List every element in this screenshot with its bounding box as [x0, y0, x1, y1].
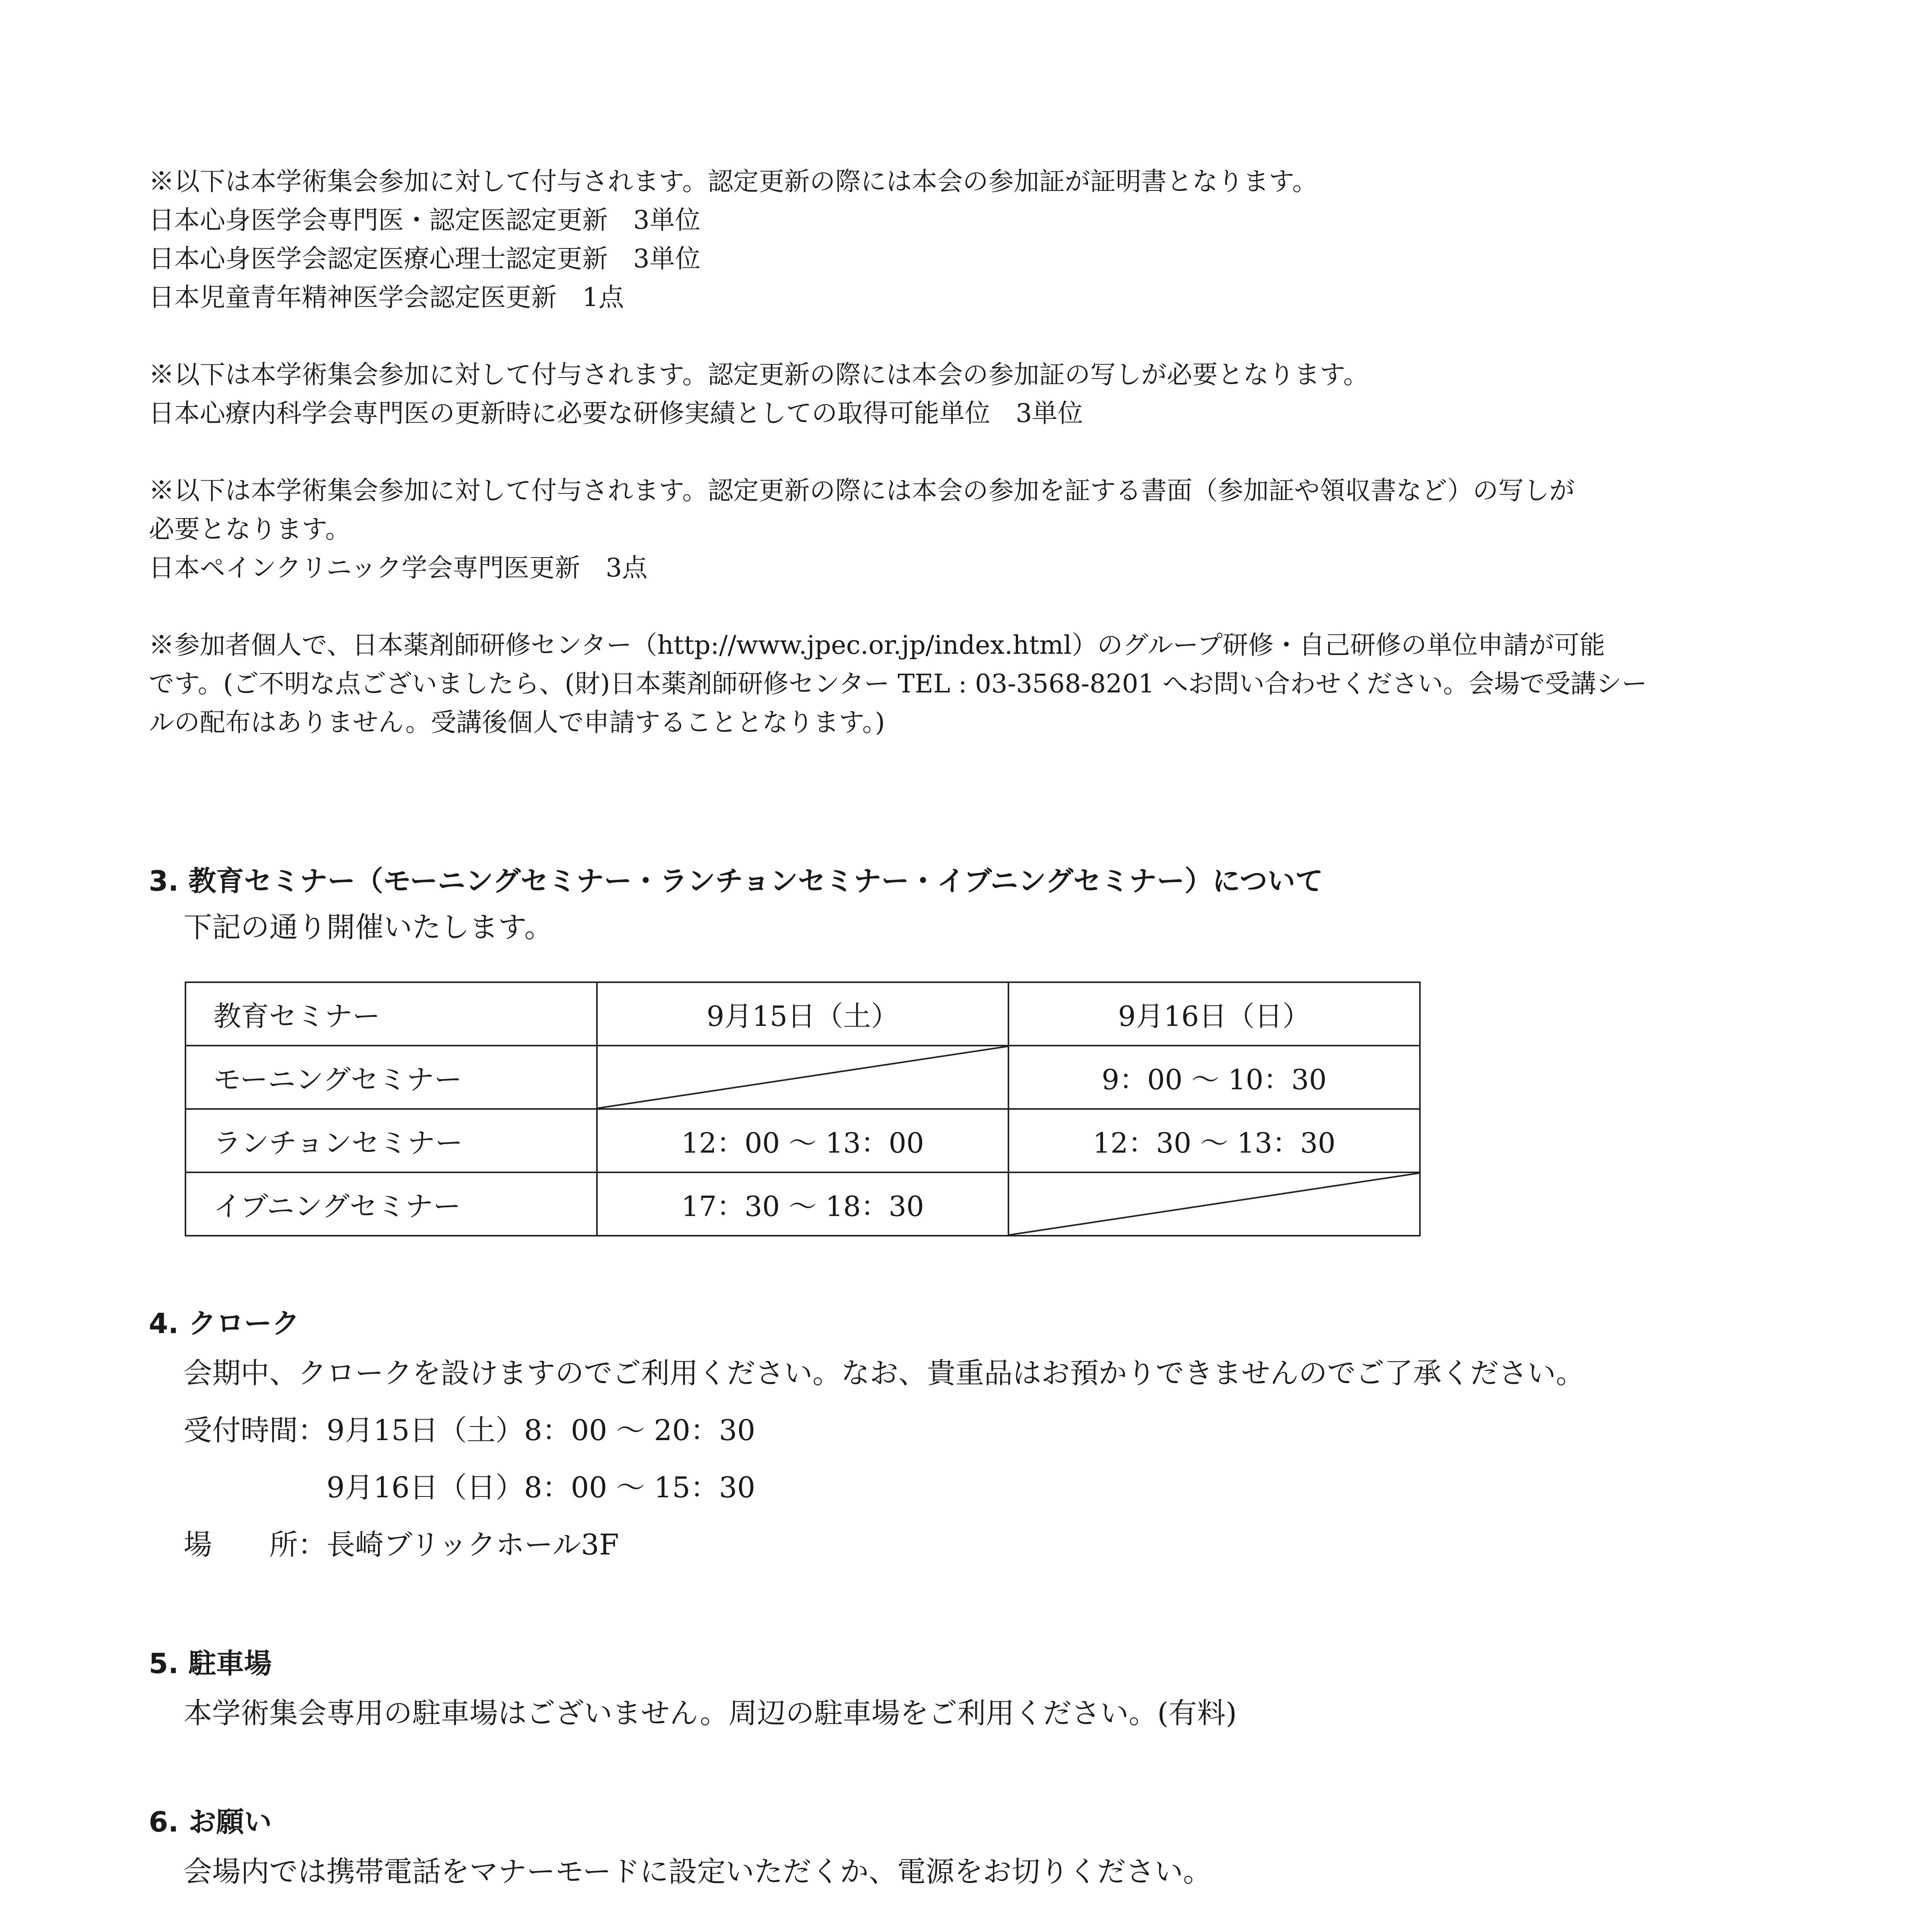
note-4-line-1: ※参加者個人で、日本薬剤師研修センター（http://www.jpec.or.jp/index.html）のグループ研修・自己研修の単位申請が可能 — [149, 630, 1605, 660]
request-heading: 6. お願い — [149, 1806, 272, 1838]
empty-slashed-cell — [1008, 1172, 1420, 1236]
note-3-line-3: 日本ペインクリニック学会専門医更新 3点 — [149, 553, 648, 583]
table-header-row — [185, 982, 1420, 1046]
table-cell: 12：30 ～ 13：30 — [1008, 1109, 1420, 1172]
empty-slashed-cell — [597, 1046, 1008, 1109]
seminar-schedule-table — [185, 981, 1421, 1236]
cloak-place: 場 所：長崎ブリックホール3F — [184, 1528, 619, 1561]
note-1-line-3: 日本心身医学会認定医療心理士認定更新 3単位 — [149, 244, 700, 274]
request-section — [149, 1801, 1733, 1900]
note-2-line-2: 日本心療内科学会専門医の更新時に必要な研修実績としての取得可能単位 3単位 — [149, 398, 1083, 428]
parking-heading: 5. 駐車場 — [149, 1647, 272, 1680]
table-header-cell: 9月16日（日） — [1008, 982, 1420, 1046]
table-cell: ランチョンセミナー — [185, 1109, 597, 1172]
table-cell: イブニングセミナー — [185, 1172, 597, 1236]
table-header-cell: 教育セミナー — [185, 982, 597, 1046]
cloak-section — [149, 1302, 1733, 1573]
table-cell: 12：00 ～ 13：00 — [597, 1109, 1008, 1172]
note-4-line-3: ルの配布はありません。受講後個人で申請することとなります。) — [149, 707, 885, 737]
table-cell: モーニングセミナー — [185, 1046, 597, 1109]
credit-notes — [149, 162, 1733, 742]
cloak-hours-1: 受付時間：9月15日（土）8：00 ～ 20：30 — [184, 1414, 755, 1447]
note-4-line-2: です。(ご不明な点ございましたら、(財)日本薬剤師研修センター TEL : 03-3568-8201 へお問い合わせください。会場で受講シー — [149, 669, 1647, 699]
note-1-line-1: ※以下は本学術集会参加に対して付与されます。認定更新の際には本会の参加証が証明書となります。 — [149, 167, 1318, 196]
cloak-hours-2: 9月16日（日）8：00 ～ 15：30 — [326, 1471, 755, 1504]
table-header-cell: 9月15日（土） — [597, 982, 1008, 1046]
request-text: 会場内では携帯電話をマナーモードに設定いただくか、電源をお切りください。 — [184, 1855, 1212, 1888]
table-row — [185, 1046, 1420, 1109]
table-cell: 17：30 ～ 18：30 — [597, 1172, 1008, 1236]
table-row — [185, 1109, 1420, 1172]
seminar-section — [149, 860, 1733, 952]
seminar-heading: 3. 教育セミナー（モーニングセミナー・ランチョンセミナー・イブニングセミナー）について — [149, 865, 1323, 897]
parking-section — [149, 1642, 1733, 1742]
note-3-line-2: 必要となります。 — [149, 514, 351, 544]
table-row — [185, 1172, 1420, 1236]
seminar-intro: 下記の通り開催いたします。 — [184, 911, 553, 944]
note-1-line-2: 日本心身医学会専門医・認定医認定更新 3単位 — [149, 205, 700, 235]
parking-text: 本学術集会専用の駐車場はございません。周辺の駐車場をご利用ください。(有料) — [184, 1697, 1237, 1730]
cloak-heading: 4. クローク — [149, 1307, 300, 1340]
note-3-line-1: ※以下は本学術集会参加に対して付与されます。認定更新の際には本会の参加を証する書面（参加証や領収書など）の写しが — [149, 476, 1575, 505]
note-2-line-1: ※以下は本学術集会参加に対して付与されます。認定更新の際には本会の参加証の写しが必要となります。 — [149, 360, 1369, 389]
table-cell: 9：00 ～ 10：30 — [1008, 1046, 1420, 1109]
note-1-line-4: 日本児童青年精神医学会認定医更新 1点 — [149, 282, 624, 312]
cloak-text: 会期中、クロークを設けますのでご利用ください。なお、貴重品はお預かりできませんのでご了承ください。 — [184, 1357, 1584, 1390]
